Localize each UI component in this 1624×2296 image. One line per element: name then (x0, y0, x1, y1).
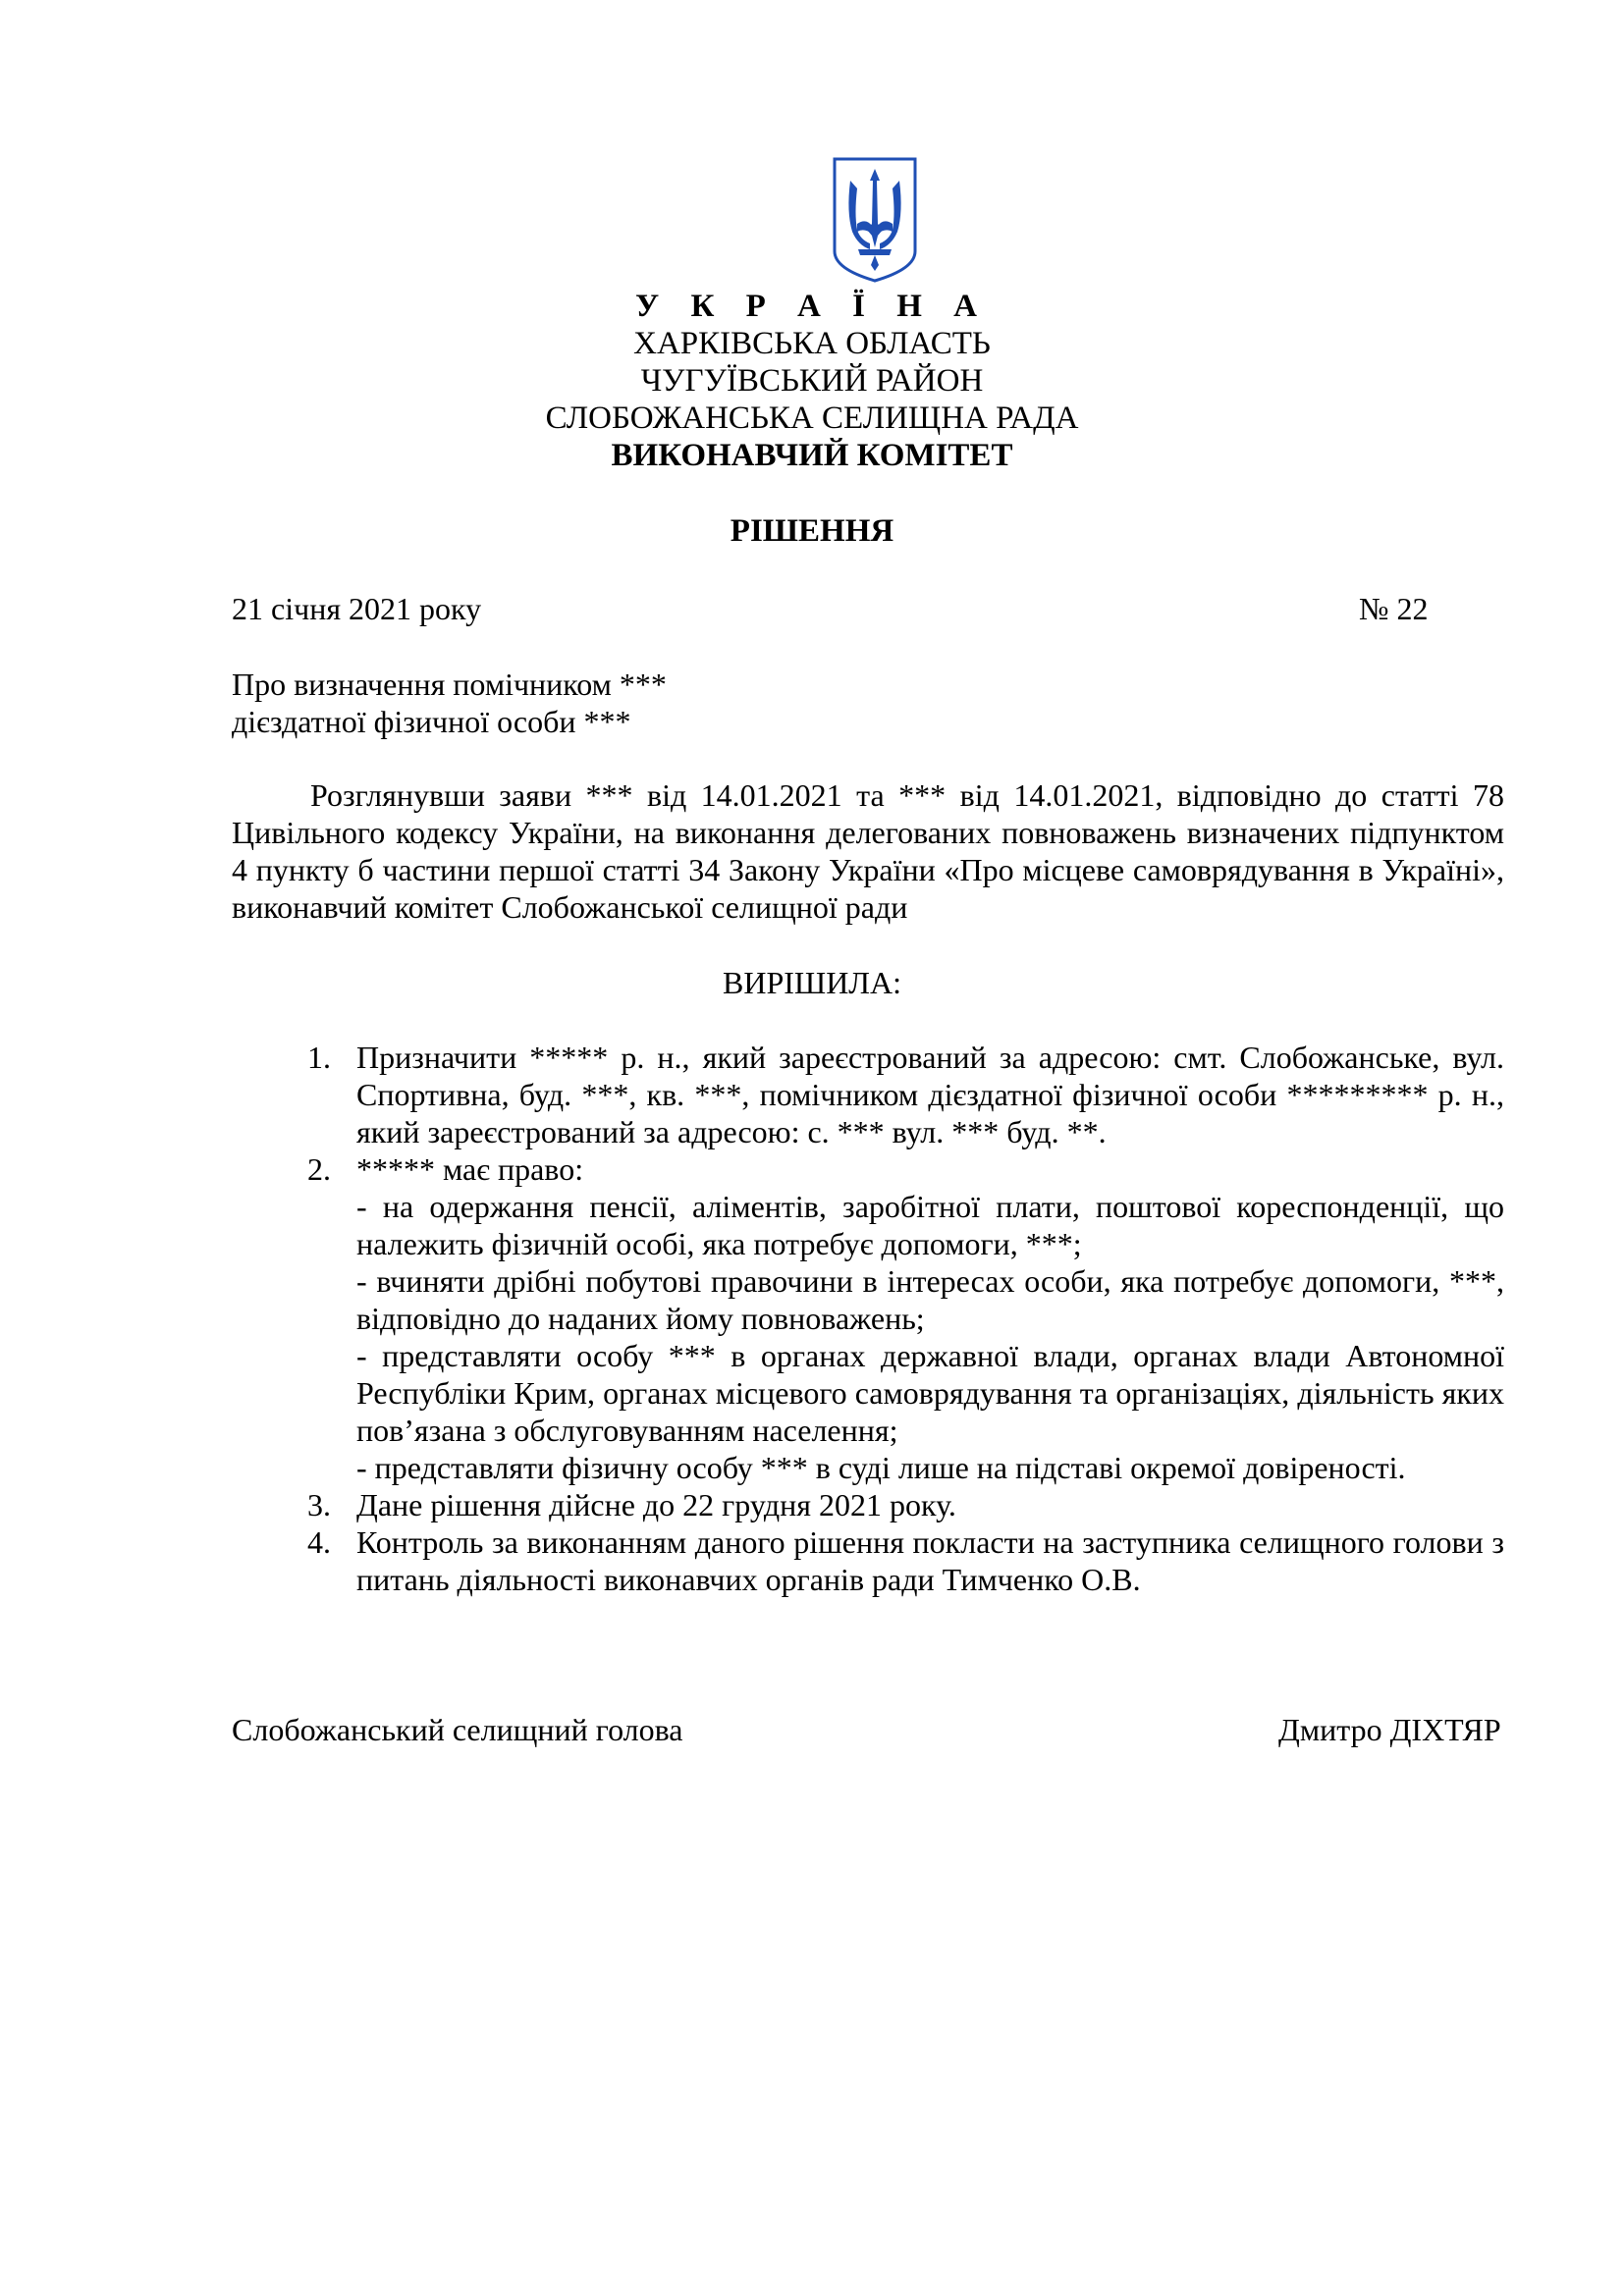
document-type-title: РІШЕННЯ (730, 513, 894, 549)
right-item: - на одержання пенсії, аліментів, заробітної плати, поштової кореспонденції, що належить фізичній особі, яка потребує допомоги, ***; (356, 1189, 1504, 1261)
signer-name: Дмитро ДІХТЯР (1278, 1712, 1501, 1747)
country-heading: У К Р А Ї Н А (635, 289, 989, 324)
document-subject (232, 666, 667, 740)
raion-heading: ЧУГУЇВСЬКИЙ РАЙОН (640, 363, 984, 399)
council-heading: СЛОБОЖАНСЬКА СЕЛИЩНА РАДА (545, 400, 1079, 436)
right-item: - представляти фізичну особу *** в суді лише на підставі окремої довіреності. (356, 1450, 1406, 1485)
document-number: № 22 (1359, 591, 1429, 626)
item-text: Дане рішення дійсне до 22 грудня 2021 року. (356, 1487, 956, 1522)
item-number: 4. (307, 1524, 331, 1560)
list-item (307, 1523, 1504, 1598)
decision-items (307, 1039, 1504, 1598)
item-number: 3. (307, 1487, 331, 1522)
list-item (307, 1039, 1504, 1150)
subject-line-1: Про визначення помічником *** (232, 667, 667, 702)
right-item: - представляти особу *** в органах державної влади, органах влади Автономної Республіки Крим, органах місцевого самоврядування та організаціях, діяльність яких пов’язана з обслуговуванням населення; (356, 1338, 1504, 1448)
list-item (307, 1486, 1504, 1523)
preamble-paragraph: Розглянувши заяви *** від 14.01.2021 та *** від 14.01.2021, відповідно до статті 78 Цивільного кодексу України, на виконання делегованих повноважень визначених підпунктом 4 пункту б частини першої статті 34 Закону України «Про місцеве самоврядування в Україні», виконавчий комітет Слобожанської селищної ради (232, 777, 1504, 925)
oblast-heading: ХАРКІВСЬКА ОБЛАСТЬ (633, 326, 991, 361)
signer-title: Слобожанський селищний голова (232, 1712, 683, 1747)
item-text: Контроль за виконанням даного рішення покласти на заступника селищного голови з питань діяльності виконавчих органів ради Тимченко О.В. (356, 1524, 1504, 1597)
committee-heading: ВИКОНАВЧИЙ КОМІТЕТ (611, 438, 1013, 473)
item-number: 2. (307, 1151, 331, 1187)
item-text: Призначити ***** р. н., який зареєстрований за адресою: смт. Слобожанське, вул. Спортивна, буд. ***, кв. ***, помічником дієздатної фізичної особи ********* р. н., який зареєстрований за адресою: с. *** вул. *** буд. **. (356, 1040, 1504, 1149)
subject-line-2: дієздатної фізичної особи *** (232, 704, 631, 739)
list-item (307, 1150, 1504, 1486)
item-number: 1. (307, 1040, 331, 1075)
document-date: 21 січня 2021 року (232, 591, 482, 626)
right-item: - вчиняти дрібні побутові правочини в інтересах особи, яка потребує допомоги, ***, відповідно до наданих йому повноважень; (356, 1263, 1504, 1336)
item-text: ***** має право: (356, 1151, 584, 1187)
ukraine-coat-of-arms-icon (831, 155, 919, 285)
resolved-label: ВИРІШИЛА: (723, 965, 901, 1000)
